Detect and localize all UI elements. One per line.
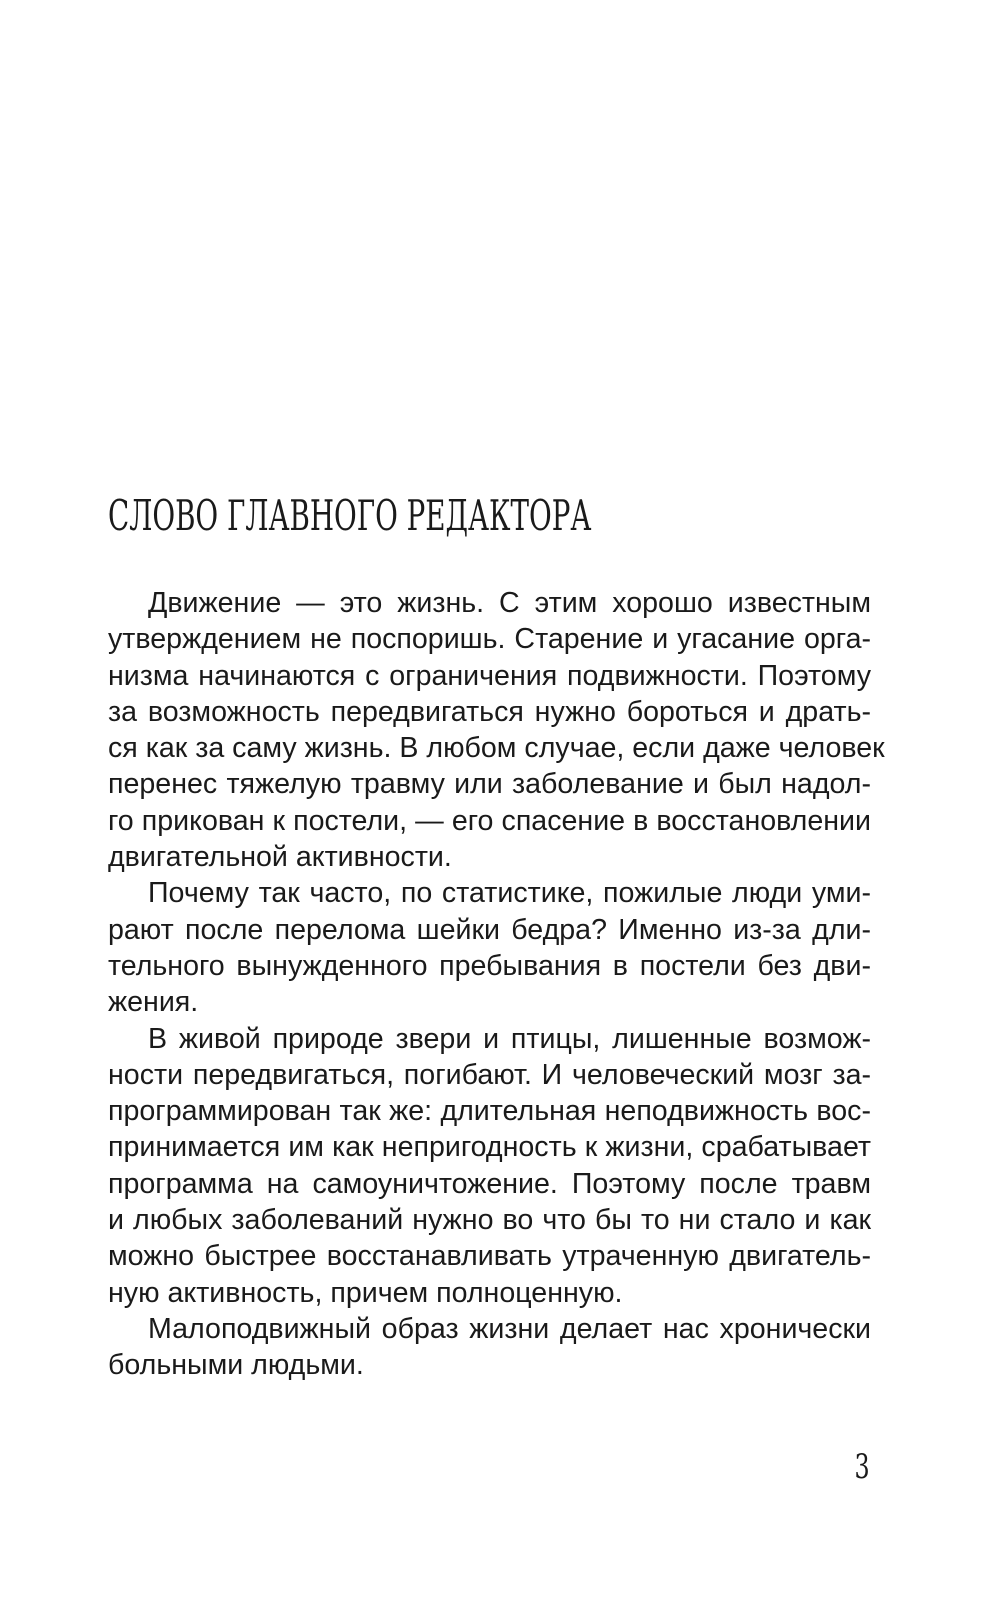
page-title: СЛОВО ГЛАВНОГО РЕДАКТОРА: [108, 491, 592, 540]
text-line: Малоподвижный образ жизни делает нас хронически: [148, 1312, 871, 1345]
text-line: го прикован к постели, — его спасение в восстановлении: [108, 804, 871, 837]
text-line: за возможность передвигаться нужно бороться и драть-: [108, 695, 871, 728]
text-line: утверждением не поспоришь. Старение и угасание орга-: [108, 623, 871, 656]
text-line: ся как за саму жизнь. В любом случае, если даже человек: [108, 732, 885, 765]
paragraph: [108, 585, 885, 875]
paragraph: [108, 875, 871, 1020]
body-text: [108, 585, 885, 1384]
paragraph: [108, 1311, 871, 1384]
text-line: Движение — это жизнь. С этим хорошо известным: [148, 587, 871, 619]
text-line: перенес тяжелую травму или заболевание и был надол-: [108, 768, 871, 801]
text-line: можно быстрее восстанавливать утраченную двигатель-: [108, 1240, 871, 1273]
text-line: принимается им как непригодность к жизни, срабатывает: [108, 1131, 871, 1164]
text-line: программирован так же: длительная неподвижность вос-: [108, 1095, 871, 1128]
text-line: двигательной активности.: [108, 841, 452, 874]
text-line: низма начинаются с ограничения подвижности. Поэтому: [108, 659, 871, 692]
text-line: жения.: [108, 986, 199, 1019]
paragraph: [108, 1021, 871, 1311]
text-line: больными людьми.: [108, 1349, 364, 1382]
text-line: Почему так часто, по статистике, пожилые люди уми-: [148, 877, 871, 910]
text-line: ную активность, причем полноценную.: [108, 1276, 623, 1309]
text-line: и любых заболеваний нужно во что бы то ни стало и как: [108, 1204, 871, 1237]
text-line: тельного вынужденного пребывания в постели без дви-: [108, 949, 871, 982]
text-line: программа на самоуничтожение. Поэтому после травм: [108, 1167, 871, 1200]
text-line: рают после перелома шейки бедра? Именно из-за дли-: [108, 913, 871, 946]
text-line: ности передвигаться, погибают. И человеческий мозг за-: [108, 1058, 871, 1091]
text-line: В живой природе звери и птицы, лишенные возмож-: [148, 1022, 871, 1055]
page-number: 3: [854, 1447, 870, 1487]
